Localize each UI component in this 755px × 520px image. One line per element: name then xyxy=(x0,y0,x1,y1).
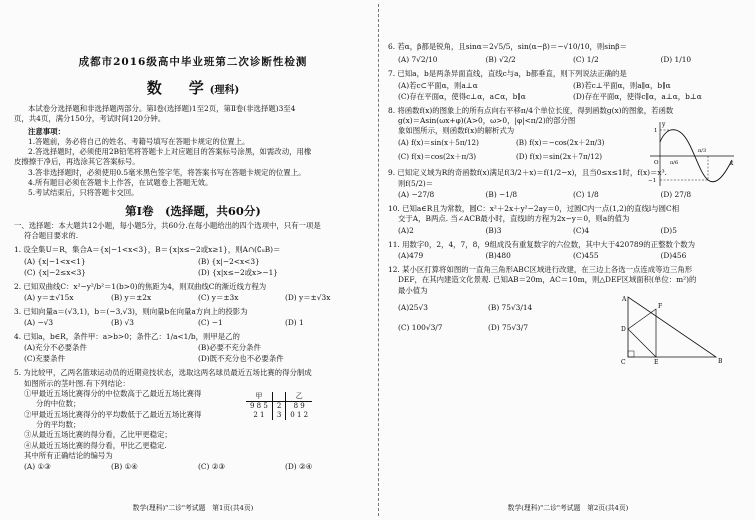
question-11-options xyxy=(388,250,748,261)
question-5-line: 分的中位数； xyxy=(36,399,81,409)
question-6-stem: 6. 若α，β都是锐角，且sinα＝2√5/5，sin(α−β)＝−√10/10，则sinβ＝ xyxy=(388,42,627,51)
question-5-line: ④从最近五场比赛的得分看，甲比乙更稳定. xyxy=(24,440,167,450)
question-7 xyxy=(388,69,748,101)
question-9-line: 9. 已知定义域为R的奇函数f(x)满足f(3/2＋x)＝f(1/2−x)，且当0≤x≤1时，f(x)＝x³. xyxy=(388,168,667,178)
option-c: (C) 1/8 xyxy=(573,190,599,200)
option-b: (B) √2/2 xyxy=(485,55,516,65)
question-6 xyxy=(388,42,748,65)
question-12-line: DEF，在其内建造文化景观. 已知AB＝20m，AC＝10m，则△DEF区域面积(单位：m²)的 xyxy=(398,275,697,285)
stem-leaf-right: 8 9 xyxy=(293,402,305,411)
option-d: (D) 1 xyxy=(285,318,304,328)
option-d: (D) {x|x≤−2或x>−1} xyxy=(198,267,279,277)
sine-graph xyxy=(646,120,738,188)
question-12-line: 12. 某小区打算将如图的一直角三角形ABC区域进行改建，在三边上各选一点连成等边三角形 xyxy=(388,264,693,274)
stem-leaf-stem: 3 xyxy=(272,411,285,420)
question-3-stem: 3. 已知向量a＝(√3,1)，b＝(−3,√3)，则向量b在向量a方向上的投影为 xyxy=(14,306,248,316)
question-2-stem: 2. 已知双曲线C：x²−y²/b²＝1(b>0)的焦距为4，则双曲线C的渐近线方程为 xyxy=(14,281,267,291)
page-footer-left: 数学(理科)"二诊"考试题 第1页(共4页) xyxy=(132,504,254,512)
triangle-figure xyxy=(606,293,726,365)
note-5: 5.考试结束后，只将答题卡交回。 xyxy=(28,188,139,198)
stem-leaf-stem: 2 xyxy=(272,402,285,412)
option-d: (D) ②④ xyxy=(285,462,313,472)
stem-leaf-left: 2 1 xyxy=(253,411,265,420)
question-5-line: 其中所有正确结论的编号为 xyxy=(24,450,113,460)
section-title: 第Ⅰ卷 (选择题，共60分) xyxy=(125,203,261,218)
question-5-line: ①甲最近五场比赛得分的中位数高于乙最近五场比赛得 xyxy=(24,389,202,399)
option-b: (B)必要不充分条件 xyxy=(198,343,261,353)
question-9-options xyxy=(388,189,748,200)
option-c: (C) {x|−2≤x<3} xyxy=(24,267,86,277)
question-1-options xyxy=(14,256,372,278)
option-a: (A)若c⊂平面α，则a⊥α xyxy=(398,80,478,90)
label-e: E xyxy=(654,358,659,365)
question-1-stem: 1. 设全集U＝R，集合A＝{x|−1<x<3}，B＝{x|x≤−2或x≥1}，则A∩(∁ᵤB)＝ xyxy=(14,245,281,255)
option-b: (B) 75√3/14 xyxy=(488,302,533,312)
option-d: (D)5 xyxy=(660,225,677,235)
option-c: (C) ②③ xyxy=(198,462,226,472)
option-b: (B) −1/8 xyxy=(485,190,518,200)
question-3-options xyxy=(14,317,372,328)
option-b: (B) {x|−2<x<3} xyxy=(198,256,260,266)
option-a: (A) {x|−1<x<1} xyxy=(24,256,86,266)
origin-label: O xyxy=(654,159,659,166)
option-d: (D)存在平面α，使得c∥α，a⊥α，b⊥α xyxy=(573,91,702,101)
page-footer-right: 数学(理科)"二诊"考试题 第2页(共4页) xyxy=(507,504,629,512)
option-d: (D) 1/10 xyxy=(660,55,692,65)
right-angle-mark xyxy=(628,351,634,357)
part1-instruction: 一、选择题：本大题共12小题，每小题5分，共60分.在每小题给出的四个选项中，只有一项是 xyxy=(14,220,321,230)
option-d: (D) y＝±√3x xyxy=(285,292,331,302)
label-b: B xyxy=(718,357,723,365)
question-10 xyxy=(388,204,748,236)
option-a: (A) −27/8 xyxy=(398,190,435,200)
y-one-label: 1 xyxy=(654,127,658,134)
stem-leaf-plot xyxy=(246,392,312,420)
option-b: (B)若c⊥平面α，则a∥α，b∥α xyxy=(573,80,671,90)
question-4-options xyxy=(14,342,372,364)
option-a: (A)2 xyxy=(398,225,414,235)
option-b: (B) y＝±2x xyxy=(111,292,152,302)
option-c: (C)4 xyxy=(573,225,590,235)
note-2: 2.答选择题时，必须使用2B铅笔将答题卡上对应题目的答案标号涂黑，如需改动，用橡 xyxy=(28,147,312,157)
stem-leaf-left: 9 8 5 xyxy=(250,402,268,411)
triangle-abc xyxy=(628,297,716,357)
question-5-line: ③从最近五场比赛的得分看，乙比甲更稳定； xyxy=(24,430,172,440)
option-d: (D)既不充分也不必要条件 xyxy=(198,354,284,364)
note-2-cont: 皮擦擦干净后，再选涂其它答案标号。 xyxy=(14,157,140,167)
option-a: (A)25√3 xyxy=(398,302,428,312)
subject-title xyxy=(14,77,372,98)
intro-line-2: 页，共4页，满分150分，考试时间120分钟。 xyxy=(14,114,166,124)
question-5-line: 如图所示的茎叶图.有下列结论： xyxy=(24,378,130,388)
question-11-stem: 11. 用数字0，2，4，7，8，9组成没有重复数字的六位数，其中大于420789的正整数个数为 xyxy=(388,239,696,249)
question-8-line: 象如图所示，则函数f(x)的解析式为 xyxy=(398,126,515,136)
label-f: F xyxy=(658,302,663,310)
stem-leaf-head-right: 乙 xyxy=(286,392,312,402)
question-8-line: g(x)＝Asin(ωx+φ)(A>0，ω>0，|φ|<π/2)的部分图 xyxy=(398,115,576,125)
option-d: (D) f(x)＝sin(2x＋7π/12) xyxy=(516,152,603,162)
question-6-options xyxy=(388,54,748,65)
question-7-options xyxy=(388,80,748,102)
label-d: D xyxy=(621,325,626,333)
note-3: 3.答非选择题时，必须使用0.5毫米黑色签字笔，将答案书写在答题卡规定的位置上。 xyxy=(28,167,306,177)
left-page xyxy=(14,0,372,520)
question-9-line: 则f(5/2)＝ xyxy=(398,178,434,188)
exam-title: 成都市2016级高中毕业班第二次诊断性检测 xyxy=(78,56,308,68)
part1-instruction-cont: 符合题目要求的. xyxy=(24,230,79,240)
option-b: (B) f(x)＝−cos(2x＋2π/3) xyxy=(516,138,605,148)
option-a: (A) y＝±√15x xyxy=(24,292,74,302)
option-d: (D)456 xyxy=(660,250,687,260)
notes-title: 注意事项： xyxy=(28,126,65,136)
stem-leaf-head-left: 甲 xyxy=(246,392,272,402)
option-c: (C) f(x)＝cos(2x＋π/3) xyxy=(398,152,477,162)
question-1 xyxy=(14,245,372,277)
page-divider xyxy=(378,4,379,516)
option-c: (C)充要条件 xyxy=(24,354,65,364)
option-c: (C) −1 xyxy=(198,318,223,328)
question-5-line: 分的平均数； xyxy=(36,419,81,429)
question-2-options xyxy=(14,292,372,303)
intro-line-1: 本试卷分选择题和非选择题两部分。第Ⅰ卷(选择题)1至2页，第Ⅱ卷(非选择题)3至4 xyxy=(28,104,296,113)
option-a: (A) −√3 xyxy=(24,318,54,328)
question-5-options xyxy=(14,461,372,472)
stem-leaf-right: 0 1 2 xyxy=(290,411,309,420)
triangle-def xyxy=(628,309,656,357)
y-axis-label: y xyxy=(662,120,666,128)
option-a: (A) f(x)＝sin(x＋5π/12) xyxy=(398,138,479,148)
question-3 xyxy=(14,307,372,328)
question-10-line: 10. 已知a∈R且为常数，圆C：x²＋2x＋y²−2ay＝0，过圆C内一点(1,2)的直线l与圆C相 xyxy=(388,204,680,214)
option-b: (B) √3 xyxy=(111,318,134,328)
option-c: (C) 1/2 xyxy=(573,55,599,65)
option-d: (D) 75√3/7 xyxy=(488,322,529,332)
option-a: (A) 7√2/10 xyxy=(398,55,438,65)
question-4-stem: 4. 已知a，b∈R，条件甲：a>b>0；条件乙：1/a<1/b，则甲是乙的 xyxy=(14,332,240,342)
x-pi3-label: π/3 xyxy=(698,147,707,154)
option-b: (B) ①④ xyxy=(111,462,138,472)
note-1: 1.答题前，务必将自己的姓名、考籍号填写在答题卡规定的位置上。 xyxy=(28,136,250,146)
question-7-stem: 7. 已知a，b是两条异面直线，直线c与a，b都垂直，则下列说法正确的是 xyxy=(388,69,627,79)
question-12 xyxy=(388,264,748,365)
option-c: (C)存在平面α，使得c⊥α，a⊂α，b∥α xyxy=(398,91,526,101)
question-12-line: 最小值为 xyxy=(398,285,428,295)
question-5-line: ②甲最近五场比赛得分的平均数低于乙最近五场比赛得 xyxy=(24,409,202,419)
question-10-line: 交于A，B两点. 当∠ACB最小时，直线l的方程为2x−y＝0，则a的值为 xyxy=(398,214,630,224)
question-11 xyxy=(388,240,748,261)
option-a: (A) ①③ xyxy=(24,462,51,472)
option-b: (B)3 xyxy=(485,225,502,235)
question-2 xyxy=(14,282,372,303)
option-a: (A)充分不必要条件 xyxy=(24,343,87,353)
question-10-options xyxy=(388,225,748,236)
subject-suffix: (理科) xyxy=(209,85,240,96)
note-4: 4.所有题目必须在答题卡上作答，在试题卷上答题无效。 xyxy=(28,178,213,188)
option-a: (A)479 xyxy=(398,250,424,260)
option-d: (D) 27/8 xyxy=(660,190,692,200)
right-page xyxy=(388,0,748,520)
question-4 xyxy=(14,332,372,364)
x-axis-label: x xyxy=(730,159,734,167)
y-neg-one-label: −1 xyxy=(648,177,657,184)
option-c: (C) 100√3/7 xyxy=(398,322,443,332)
label-a: A xyxy=(622,295,627,303)
question-5-line: 5. 为比较甲，乙两名篮球运动员的近期竞技状态，选取这两名球员最近五场比赛的得分制成 xyxy=(14,368,312,378)
label-c: C xyxy=(621,358,626,365)
subject-name: 数 学 xyxy=(146,79,210,97)
x-pi6-label: π/6 xyxy=(670,159,679,166)
option-c: (C) y＝±3x xyxy=(198,292,239,302)
option-c: (C)455 xyxy=(573,250,599,260)
question-8-line: 8. 将函数f(x)的图象上的所有点向右平移π/4个单位长度，得到函数g(x)的图象，若函数 xyxy=(388,105,674,115)
option-b: (B)480 xyxy=(485,250,511,260)
question-5 xyxy=(14,368,372,472)
